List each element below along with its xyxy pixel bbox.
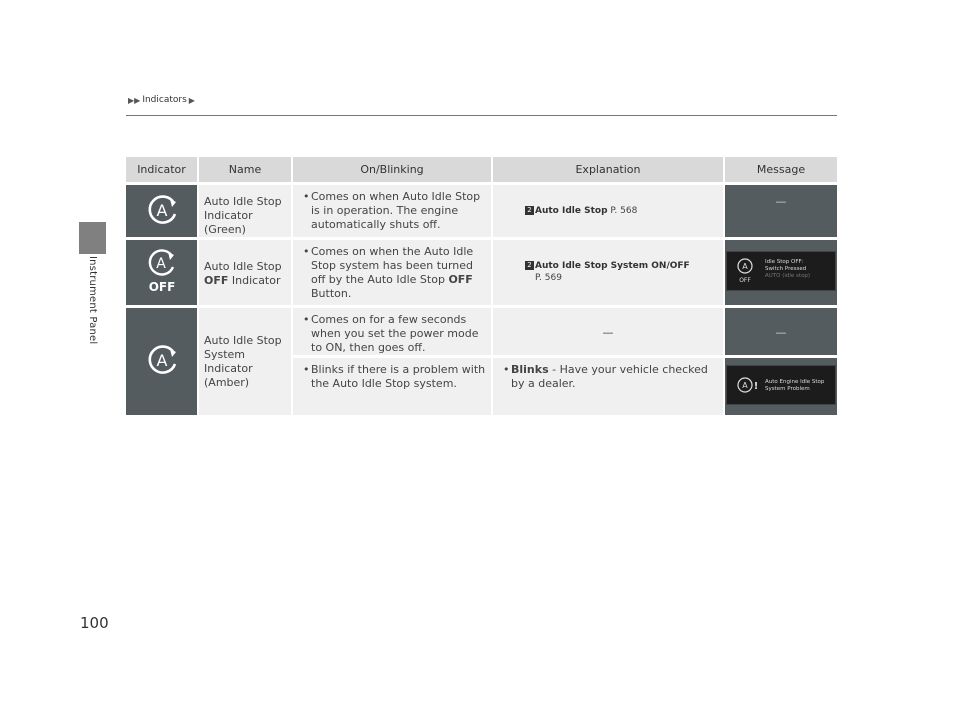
- bullet-icon: •: [503, 363, 510, 376]
- indicator-table: [126, 157, 837, 418]
- reference-arrow-icon: 2: [525, 261, 534, 270]
- header-rule: [126, 115, 837, 116]
- auto-idle-stop-warning-icon: [735, 375, 759, 395]
- message-cell: [725, 185, 837, 240]
- message-display: [726, 251, 836, 291]
- header-explanation: Explanation: [493, 157, 725, 185]
- explanation-dash: —: [602, 326, 614, 339]
- section-tab: [79, 222, 106, 254]
- message-cell: [725, 240, 837, 308]
- name-text: (Amber): [204, 375, 250, 389]
- indicator-cell: [126, 308, 199, 418]
- svg-text:A: A: [155, 256, 166, 272]
- message-text: Idle Stop OFF:: [765, 259, 804, 265]
- svg-text:A: A: [742, 262, 748, 271]
- svg-text:OFF: OFF: [739, 277, 751, 284]
- on-blinking-text: Button.: [311, 287, 352, 300]
- explanation-cell: [493, 240, 725, 308]
- on-blinking-cell: [293, 308, 493, 358]
- indicator-cell: [126, 185, 199, 240]
- reference-page: P. 568: [610, 206, 638, 216]
- page-number: 100: [80, 614, 109, 632]
- name-cell: [199, 240, 293, 308]
- explanation-bold: Blinks: [511, 363, 549, 376]
- on-blinking-cell: [293, 358, 493, 418]
- bullet-icon: •: [303, 313, 310, 326]
- section-label: Instrument Panel: [87, 256, 98, 345]
- svg-text:!: !: [753, 381, 759, 392]
- svg-text:OFF: OFF: [148, 280, 175, 294]
- name-text: Auto Idle Stop: [204, 333, 282, 347]
- auto-idle-stop-off-icon: [142, 247, 182, 295]
- header-indicator: Indicator: [126, 157, 199, 185]
- reference-page: P. 569: [535, 273, 562, 283]
- message-text: System Problem: [765, 386, 810, 392]
- on-blinking-text: Comes on when Auto Idle Stop is in operation. The engine automatically shuts off.: [311, 190, 481, 231]
- explanation-cell: [493, 358, 725, 418]
- explanation-text: - Have your vehicle checked by a dealer.: [511, 363, 708, 390]
- bullet-icon: •: [303, 245, 310, 258]
- message-cell: [725, 308, 837, 358]
- header-message: Message: [725, 157, 837, 185]
- on-blinking-text: Comes on for a few seconds when you set the power mode to ON, then goes off.: [311, 313, 479, 354]
- reference-arrow-icon: 2: [525, 206, 534, 215]
- on-blinking-text: Comes on when the Auto Idle Stop system has been turned off by the Auto Idle Stop: [311, 245, 474, 286]
- message-text: Auto Engine Idle Stop: [765, 379, 825, 385]
- name-cell: [199, 185, 293, 240]
- name-text: System Indicator: [204, 347, 253, 375]
- table-row: [126, 240, 837, 308]
- explanation-cell: [493, 185, 725, 240]
- bullet-icon: •: [303, 363, 310, 376]
- name-text: Indicator (Green): [204, 209, 253, 236]
- breadcrumb-arrow-icon: ▶: [188, 95, 195, 105]
- name-text: Auto Idle Stop: [204, 260, 282, 273]
- table-row: [126, 185, 837, 240]
- breadcrumb-label[interactable]: Indicators: [142, 95, 187, 105]
- bullet-icon: •: [303, 190, 310, 203]
- name-bold: OFF: [204, 274, 229, 287]
- auto-idle-stop-off-icon: [735, 257, 757, 285]
- message-dash: —: [775, 326, 787, 339]
- message-display: [726, 365, 836, 405]
- svg-text:A: A: [742, 381, 748, 390]
- header-name: Name: [199, 157, 293, 185]
- on-blinking-bold: OFF: [448, 273, 473, 286]
- svg-text:A: A: [156, 351, 167, 370]
- table-row: [126, 308, 837, 358]
- message-text: AUTO (idle stop): [765, 273, 811, 279]
- explanation-cell: [493, 308, 725, 358]
- breadcrumb: [128, 95, 195, 105]
- reference-link[interactable]: Auto Idle Stop: [535, 206, 608, 216]
- message-cell: [725, 358, 837, 418]
- table-header-row: [126, 157, 837, 185]
- svg-text:A: A: [156, 200, 167, 220]
- header-on-blinking: On/Blinking: [293, 157, 493, 185]
- message-dash: —: [775, 195, 787, 208]
- name-text: Auto Idle Stop: [204, 195, 282, 208]
- name-text: Indicator: [228, 274, 281, 287]
- on-blinking-cell: [293, 240, 493, 308]
- reference-link[interactable]: Auto Idle Stop System ON/OFF: [535, 261, 690, 271]
- name-cell: [199, 308, 293, 418]
- breadcrumb-arrow-icon: ▶▶: [128, 95, 141, 105]
- indicator-cell: [126, 240, 199, 308]
- on-blinking-text: Blinks if there is a problem with the Auto Idle Stop system.: [311, 363, 486, 390]
- message-text: Switch Pressed: [765, 266, 807, 272]
- auto-idle-stop-amber-icon: [144, 342, 180, 378]
- on-blinking-cell: [293, 185, 493, 240]
- auto-idle-stop-green-icon: [144, 192, 180, 228]
